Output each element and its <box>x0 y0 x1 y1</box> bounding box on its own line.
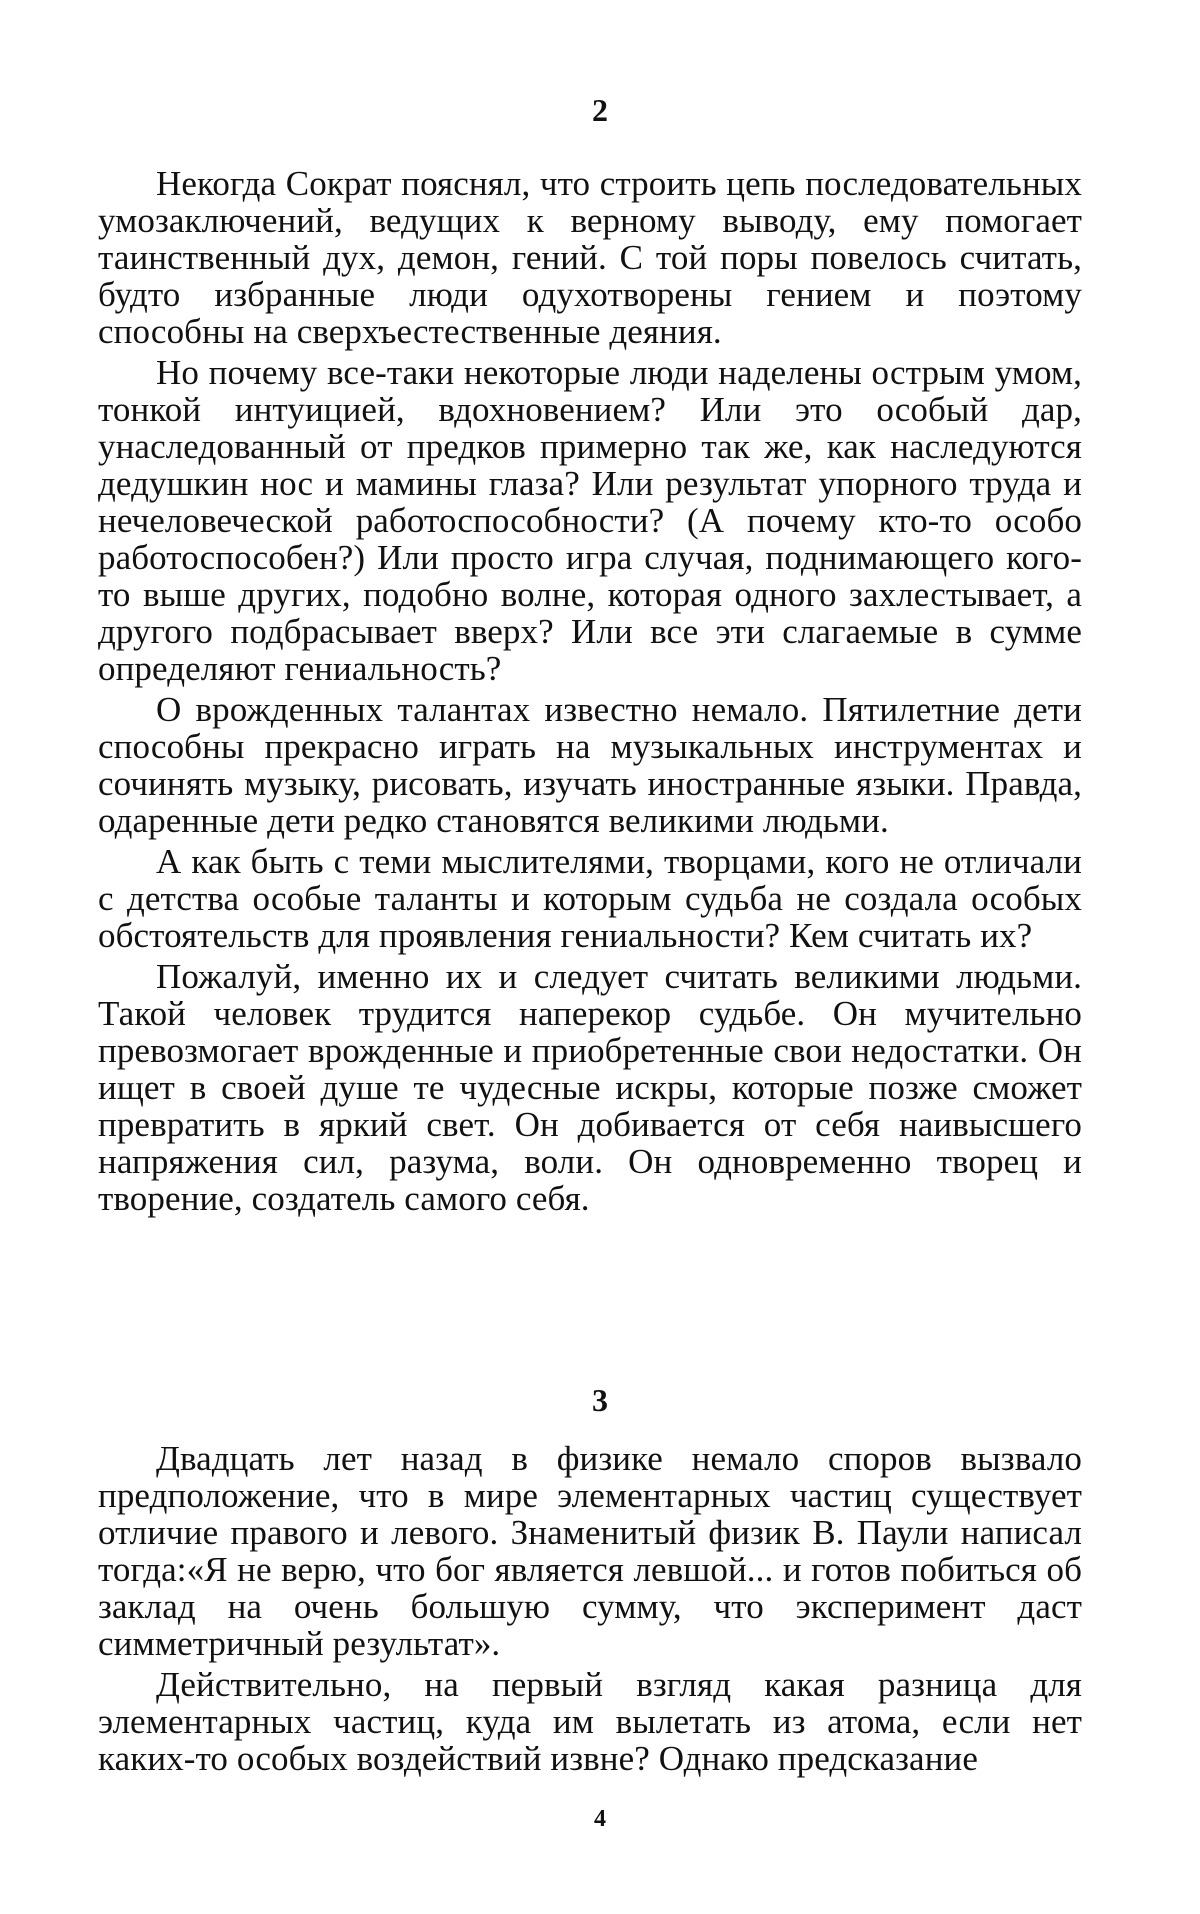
paragraph: А как быть с теми мыслителями, творцами, кого не отличали с детства особые таланты и которым судьба не создала особых обстоятельств для проявления гениальности? Кем считать их? <box>98 842 1082 955</box>
paragraph: Но почему все-таки некоторые люди наделены острым умом, тонкой интуицией, вдохновением? Или это особый дар, унаследованный от предков примерно так же, как наследуются дедушкин нос и мамины глаза? Или результат упорного труда и нечеловеческой работоспособности? (А почему кто-то особо работоспособен?) Или просто игра случая, поднимающего кого-то выше других, подобно волне, которая одного захлестывает, а другого подбрасывает вверх? Или все эти слагаемые в сумме определяют гениальность? <box>98 353 1082 688</box>
paragraph: О врожденных талантах известно немало. Пятилетние дети способны прекрасно играть на музыкальных инструментах и сочинять музыку, рисовать, изучать иностранные языки. Правда, одаренные дети редко становятся великими людьми. <box>98 690 1082 840</box>
paragraph: Двадцать лет назад в физике немало споров вызвало предположение, что в мире элементарных частиц существует отличие правого и левого. Знаменитый физик В. Паули написал тогда:«Я не верю, что бог является левшой... и готов побиться об заклад на очень большую сумму, что эксперимент даст симметричный результат». <box>98 1439 1082 1663</box>
section-number: 2 <box>592 92 608 128</box>
section-body <box>98 1440 1082 1781</box>
paragraph: Пожалуй, именно их и следует считать великими людьми. Такой человек трудится наперекор судьбе. Он мучительно превозмогает врожденные и приобретенные свои недостатки. Он ищет в своей душе те чудесные искры, которые позже сможет превратить в яркий свет. Он добивается от себя наивысшего напряжения сил, разума, воли. Он одновременно творец и творение, создатель самого себя. <box>98 957 1082 1218</box>
section-number: 3 <box>592 1382 608 1418</box>
page-number: 4 <box>594 1806 606 1832</box>
paragraph: Некогда Сократ пояснял, что строить цепь последовательных умозаключений, ведущих к верному выводу, ему помогает таинственный дух, демон, гений. С той поры повелось считать, будто избранные люди одухотворены гением и поэтому способны на сверхъестественные деяния. <box>98 164 1082 351</box>
section-body <box>98 165 1082 1221</box>
paragraph: Действительно, на первый взгляд какая разница для элементарных частиц, куда им вылетать из атома, если нет каких-то особых воздействий извне? Однако предсказание <box>98 1665 1082 1778</box>
